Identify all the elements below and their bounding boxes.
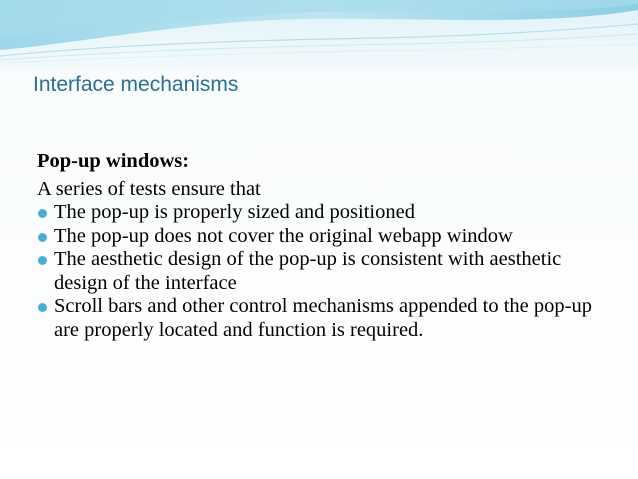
bullet-item [37,201,617,225]
bullet-item [37,225,617,249]
bullet-text: The aesthetic design of the pop-up is consistent with aesthetic design of the interface [54,248,562,294]
bullet-list [37,201,617,342]
section-heading: Pop-up windows: [37,150,190,172]
bullet-dot-icon [38,303,47,312]
bullet-text: Scroll bars and other control mechanisms appended to the pop-up are properly located and function is required. [54,295,592,341]
bullet-text: The pop-up is properly sized and positioned [54,201,415,223]
bullet-item [37,248,617,295]
slide-content [37,150,617,342]
bullet-item [37,295,617,342]
intro-text: A series of tests ensure that [37,177,261,200]
slide-title: Interface mechanisms [33,73,239,96]
header-wave-decoration [0,0,638,70]
bullet-dot-icon [38,209,47,218]
bullet-text: The pop-up does not cover the original webapp window [54,224,513,247]
bullet-dot-icon [38,233,47,242]
bullet-dot-icon [38,256,47,265]
